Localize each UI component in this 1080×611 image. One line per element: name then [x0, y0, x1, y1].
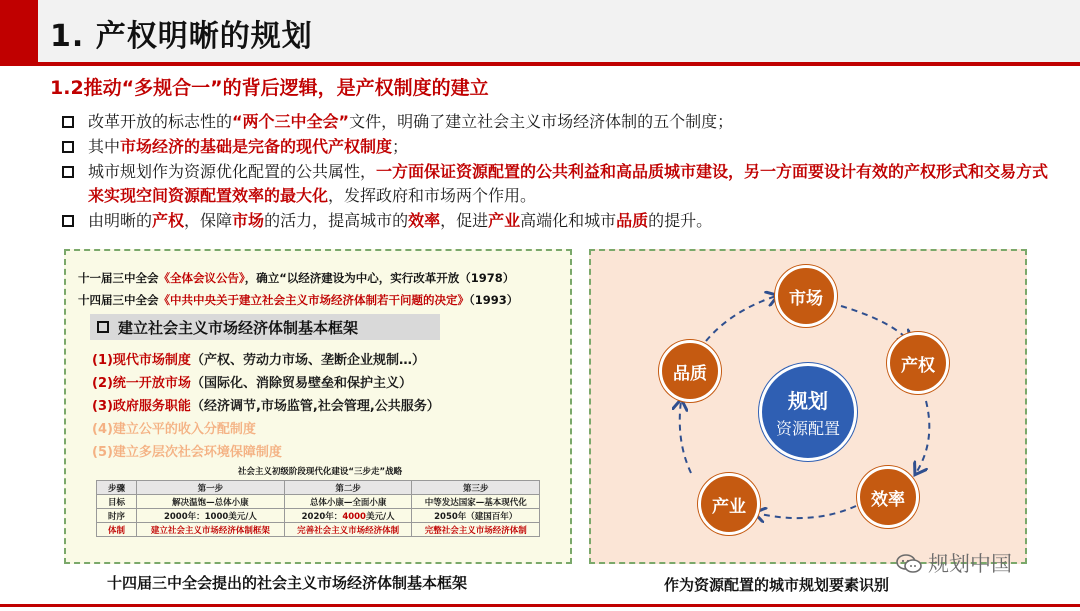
header-divider: [0, 62, 1080, 66]
table-cell: 2050年（建国百年）: [412, 509, 540, 523]
square-bullet-icon: [62, 141, 74, 153]
wechat-icon: [896, 554, 922, 574]
item-detail: （产权、劳动力市场、垄断企业规制…）: [190, 353, 425, 368]
node-quality: 品质: [659, 340, 721, 402]
table-row: [97, 481, 540, 495]
framework-item: [92, 372, 412, 391]
bullet-highlight: 市场: [232, 211, 265, 230]
table-cell: 体制: [97, 523, 137, 537]
table-cell: 解决温饱—总体小康: [137, 495, 285, 509]
framework-item: [92, 349, 425, 368]
bullet-highlight: 一方面保证资源配置的公共利益和高品质城市建设，另一方面要设计有效的产权形式和交易方式来实现空间资源配置效率的最大化: [88, 162, 1049, 205]
table-cell: 中等发达国家—基本现代化: [412, 495, 540, 509]
table-cell: 时序: [97, 509, 137, 523]
item-label: (3)政府服务职能: [92, 399, 191, 414]
document-title: 《中共中央关于建立社会主义市场经济体制若干问题的决定》: [158, 293, 469, 307]
plenum-name: 十一届三中全会: [78, 271, 159, 285]
square-bullet-icon: [62, 116, 74, 128]
table-cell: 总体小康—全面小康: [284, 495, 412, 509]
square-bullet-icon: [62, 166, 74, 178]
bullet-highlight: 市场经济的基础是完备的现代产权制度: [120, 137, 393, 156]
table-cell: 2000年：1000美元/人: [137, 509, 285, 523]
item-label: (4)建立公平的收入分配制度: [92, 422, 256, 437]
bullet-text: ，促进: [440, 211, 489, 230]
section-subtitle: 1.2推动“多规合一”的背后逻辑，是产权制度的建立: [50, 77, 489, 99]
cell-text: 美元/人: [365, 511, 395, 522]
bullet-text: 高端化和城市: [520, 211, 617, 230]
bullet-text: 其中: [88, 137, 121, 156]
footer-divider: [0, 604, 1080, 607]
bullet-text: 改革开放的标志性的: [88, 112, 233, 131]
arrow-market-to-property: [841, 306, 909, 341]
bullet-highlight: 产权: [152, 211, 185, 230]
framework-heading: [90, 314, 440, 340]
node-market: 市场: [775, 265, 837, 327]
table-cell: 目标: [97, 495, 137, 509]
node-property-rights: 产权: [887, 332, 949, 394]
plenum-name: 十四届三中全会: [78, 293, 159, 307]
item-label: (1)现代市场制度: [92, 353, 191, 368]
item-label: (5)建立多层次社会环境保障制度: [92, 445, 282, 460]
center-title: 规划: [788, 389, 828, 413]
table-cell: 第三步: [412, 481, 540, 495]
bullet-item: [60, 160, 1050, 208]
bullet-text: 的活力，提高城市的: [264, 211, 409, 230]
center-node-planning: [759, 363, 857, 461]
plenum-note: （1993）: [469, 293, 519, 307]
bullet-text: ；: [392, 137, 409, 156]
document-title: 《全体会议公告》: [158, 271, 245, 285]
bullet-highlight: 效率: [408, 211, 441, 230]
framework-item: [92, 441, 282, 460]
table-row: [97, 523, 540, 537]
bullet-highlight: 品质: [616, 211, 649, 230]
item-label: (2)统一开放市场: [92, 376, 191, 391]
header-accent: [0, 0, 38, 62]
framework-item: [92, 395, 440, 414]
cell-text: 2020年：: [301, 511, 343, 522]
planning-elements-diagram: [589, 249, 1027, 564]
node-industry: 产业: [698, 473, 760, 535]
bullet-list: [60, 110, 1050, 234]
center-subtitle: 资源配置: [775, 419, 840, 438]
bullet-text: 的提升。: [648, 211, 713, 230]
bullet-item: [60, 209, 1050, 233]
plenum-line-1978: [78, 270, 514, 286]
slide-header: [0, 0, 1080, 62]
table-cell: 完整社会主义市场经济体制: [412, 523, 540, 537]
square-bullet-icon: [62, 215, 74, 227]
watermark: [896, 548, 1012, 578]
bullet-text: ，发挥政府和市场两个作用。: [328, 186, 537, 205]
bullet-highlight: “两个三中全会”: [232, 112, 350, 131]
item-detail: （国际化、消除贸易壁垒和保护主义）: [190, 376, 412, 391]
bullet-item: [60, 135, 1050, 159]
table-cell: 第一步: [137, 481, 285, 495]
table-cell: 建立社会主义市场经济体制框架: [137, 523, 285, 537]
node-efficiency: 效率: [857, 466, 919, 528]
plenum-note: ，确立“以经济建设为中心，实行改革开放（1978）: [244, 271, 515, 285]
slide-title: 1. 产权明晰的规划: [50, 19, 313, 54]
bullet-text: 由明晰的: [88, 211, 153, 230]
framework-panel: [64, 249, 572, 564]
table-cell: 步骤: [97, 481, 137, 495]
framework-title: 建立社会主义市场经济体制基本框架: [118, 319, 359, 337]
right-caption: 作为资源配置的城市规划要素识别: [664, 576, 890, 594]
bullet-text: 城市规划作为资源优化配置的公共属性，: [88, 162, 377, 181]
arrow-quality-to-market: [706, 296, 776, 341]
plenum-line-1993: [78, 292, 518, 308]
table-title: 社会主义初级阶段现代化建设“三步走”战略: [237, 467, 403, 477]
table-cell: 第二步: [284, 481, 412, 495]
bullet-item: [60, 110, 1050, 134]
table-cell: 完善社会主义市场经济体制: [284, 523, 412, 537]
table-cell: [284, 509, 412, 523]
bullet-highlight: 产业: [488, 211, 521, 230]
arrow-property-to-efficiency: [916, 401, 929, 473]
left-caption: 十四届三中全会提出的社会主义市场经济体制基本框架: [107, 574, 468, 592]
cell-highlight: 4000: [342, 511, 366, 522]
three-step-table: [96, 480, 540, 537]
table-row: [97, 509, 540, 523]
bullet-text: 文件，明确了建立社会主义市场经济体制的五个制度；: [349, 112, 734, 131]
watermark-text: 规划中国: [928, 552, 1012, 576]
framework-item: [92, 418, 256, 437]
arrow-industry-to-quality: [680, 401, 691, 473]
table-row: [97, 495, 540, 509]
bullet-text: ，保障: [184, 211, 233, 230]
arrow-efficiency-to-industry: [756, 506, 856, 518]
square-bullet-icon: [97, 321, 109, 333]
item-detail: （经济调节,市场监管,社会管理,公共服务）: [190, 399, 440, 414]
